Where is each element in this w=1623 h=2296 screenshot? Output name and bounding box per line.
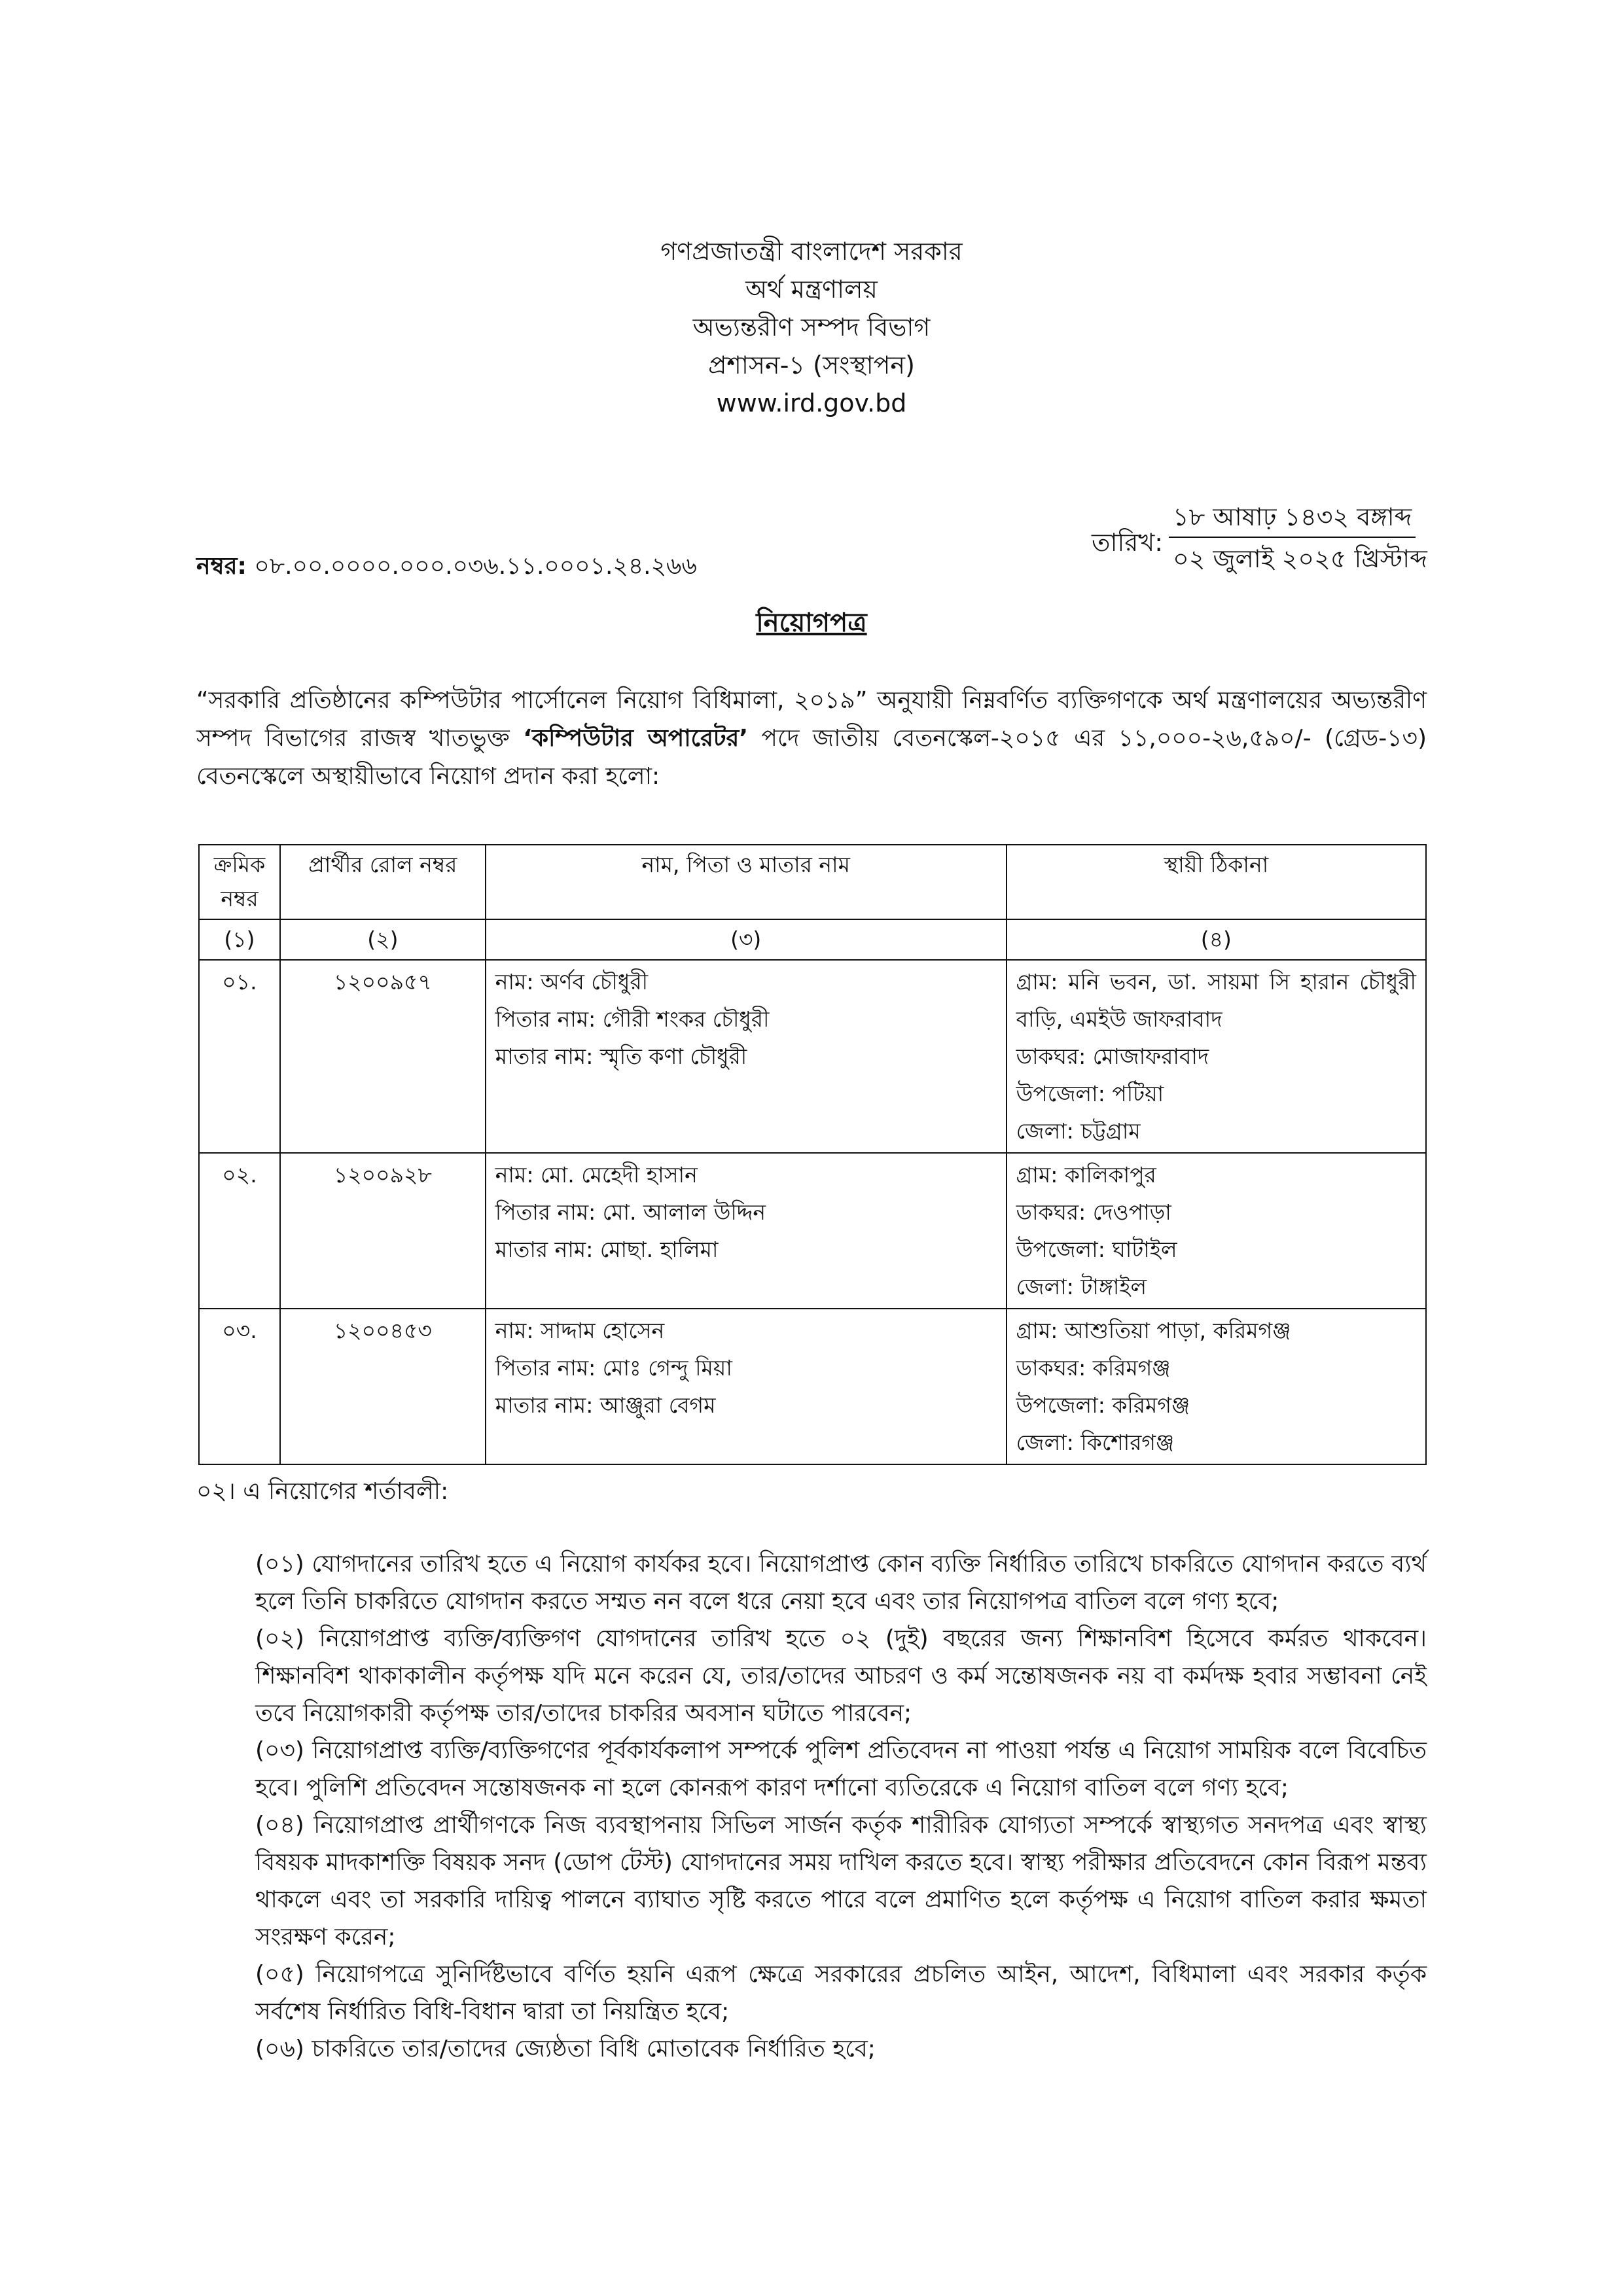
condition-item: (০১) যোগদানের তারিখ হতে এ নিয়োগ কার্যকর হবে। নিয়োগপ্রাপ্ত কোন ব্যক্তি নির্ধারিত তারিখে চাকরিতে যোগদান করতে ব্যর্থ হলে তিনি চাকরিতে যোগদান করতে সম্মত নন বলে ধরে নেয়া হবে এবং তার নিয়োগপত্র বাতিল বলে গণ্য হবে; — [255, 1551, 1427, 1615]
row-names — [486, 1153, 1007, 1309]
table-row — [199, 960, 1426, 1153]
section-name: প্রশাসন-১ (সংস্থাপন) — [708, 351, 915, 380]
memo-number — [196, 548, 697, 588]
row-address — [1007, 1309, 1426, 1464]
header-roll: প্রার্থীর রোল নম্বর — [280, 845, 486, 919]
row-names — [486, 960, 1007, 1153]
row-serial: ০১. — [199, 960, 280, 1153]
colnum-3: (৩) — [486, 919, 1007, 960]
address-post: ডাকঘর: মোজাফরাবাদ — [1016, 1044, 1209, 1069]
condition-item: (০২) নিয়োগপ্রাপ্ত ব্যক্তি/ব্যক্তিগণ যোগদানের তারিখ হতে ০২ (দুই) বছরের জন্য শিক্ষানবিশ হিসেবে কর্মরত থাকবেন। শিক্ষানবিশ থাকাকালীন কর্তৃপক্ষ যদি মনে করেন যে, তার/তাদের আচরণ ও কর্ম সন্তোষজনক নয় বা কর্মদক্ষ হবার সম্ভাবনা নেই তবে নিয়োগকারী কর্তৃপক্ষ তার/তাদের চাকরির অবসান ঘটাতে পারবেন; — [255, 1625, 1427, 1727]
document-title: নিয়োগপত্র — [756, 608, 867, 638]
row-roll: ১২০০৯৫৭ — [280, 960, 486, 1153]
colnum-4: (৪) — [1007, 919, 1426, 960]
address-post: ডাকঘর: দেওপাড়া — [1016, 1199, 1171, 1225]
intro-paragraph — [196, 682, 1427, 796]
post-name: ‘কম্পিউটার অপারেটর’ — [523, 725, 749, 752]
letterhead — [0, 232, 1623, 422]
person-name: নাম: মো. মেহেদী হাসান — [495, 1162, 698, 1188]
memo-label: নম্বর: — [196, 553, 247, 580]
address-upazila: উপজেলা: করিমগঞ্জ — [1016, 1392, 1190, 1418]
website-link[interactable]: www.ird.gov.bd — [716, 389, 907, 417]
row-address — [1007, 960, 1426, 1153]
date-bangla: ১৮ আষাঢ় ১৪৩২ বঙ্গাব্দ — [1169, 499, 1416, 538]
row-serial: ০৩. — [199, 1309, 280, 1464]
conditions-list — [255, 1545, 1427, 2068]
mother-name: মাতার নাম: মোছা. হালিমা — [495, 1237, 719, 1262]
father-name: পিতার নাম: গৌরী শংকর চৌধুরী — [495, 1006, 770, 1032]
mother-name: মাতার নাম: আঞ্জুরা বেগম — [495, 1392, 716, 1418]
row-roll: ১২০০৪৫৩ — [280, 1309, 486, 1464]
address-village: গ্রাম: মনি ভবন, ডা. সায়মা সি হারান চৌধুরী বাড়ি, এমইউ জাফরাবাদ — [1016, 969, 1416, 1032]
row-names — [486, 1309, 1007, 1464]
conditions-heading: ০২। এ নিয়োগের শর্তাবলী: — [196, 1478, 449, 1505]
mother-name: মাতার নাম: স্মৃতি কণা চৌধুরী — [495, 1044, 747, 1069]
address-village: গ্রাম: কালিকাপুর — [1016, 1162, 1156, 1188]
address-post: ডাকঘর: করিমগঞ্জ — [1016, 1355, 1171, 1381]
intro-part1: “সরকারি প্রতিষ্ঠানের কম্পিউটার পার্সোনেল নিয়োগ বিধিমালা, ২০১৯” অনুযায়ী নিম্নবর্ণিত ব্যক্তিগণকে অর্থ মন্ত্রণালয়ের অভ্যন্তরীণ সম্পদ বিভাগের রাজস্ব খাতভুক্ত — [196, 687, 1427, 752]
header-address: স্থায়ী ঠিকানা — [1007, 845, 1426, 919]
memo-value: ০৮.০০.০০০০.০০০.০৩৬.১১.০০০১.২৪.২৬৬ — [254, 553, 697, 580]
condition-item: (০৫) নিয়োগপত্রে সুনির্দিষ্টভাবে বর্ণিত হয়নি এরূপ ক্ষেত্রে সরকারের প্রচলিত আইন, আদেশ, বিধিমালা এবং সরকার কর্তৃক সর্বশেষ নির্ধারিত বিধি-বিধান দ্বারা তা নিয়ন্ত্রিত হবে; — [255, 1961, 1427, 2025]
table-header-row — [199, 845, 1426, 919]
person-name: নাম: সাদ্দাম হোসেন — [495, 1318, 665, 1343]
appointee-table — [198, 844, 1427, 1465]
header-names: নাম, পিতা ও মাতার নাম — [486, 845, 1007, 919]
condition-item: (০৩) নিয়োগপ্রাপ্ত ব্যক্তি/ব্যক্তিগণের পূর্বকার্যকলাপ সম্পর্কে পুলিশ প্রতিবেদন না পাওয়া পর্যন্ত এ নিয়োগ সাময়িক বলে বিবেচিত হবে। পুলিশি প্রতিবেদন সন্তোষজনক না হলে কোনরূপ কারণ দর্শানো ব্যতিরেকে এ নিয়োগ বাতিল বলে গণ্য হবে; — [255, 1737, 1427, 1801]
colnum-2: (২) — [280, 919, 486, 960]
table-row — [199, 1153, 1426, 1309]
row-roll: ১২০০৯২৮ — [280, 1153, 486, 1309]
address-upazila: উপজেলা: পটিয়া — [1016, 1081, 1164, 1106]
colnum-1: (১) — [199, 919, 280, 960]
date-block — [1169, 499, 1431, 577]
father-name: পিতার নাম: মোঃ গেন্দু মিয়া — [495, 1355, 732, 1381]
date-label: তারিখ: — [1092, 528, 1164, 557]
row-address — [1007, 1153, 1426, 1309]
address-village: গ্রাম: আশুতিয়া পাড়া, করিমগঞ্জ — [1016, 1318, 1291, 1343]
condition-item: (০৪) নিয়োগপ্রাপ্ত প্রার্থীগণকে নিজ ব্যবস্থাপনায় সিভিল সার্জন কর্তৃক শারীরিক যোগ্যতা সম্পর্কে স্বাস্থ্যগত সনদপত্র এবং স্বাস্থ্য বিষয়ক মাদকাশক্তি বিষয়ক সনদ (ডোপ টেস্ট) যোগদানের সময় দাখিল করতে হবে। স্বাস্থ্য পরীক্ষার প্রতিবেদনে কোন বিরূপ মন্তব্য থাকলে এবং তা সরকারি দায়িত্ব পালনে ব্যাঘাত সৃষ্টি করতে পারে বলে প্রমাণিত হলে কর্তৃপক্ষ এ নিয়োগ বাতিল করার ক্ষমতা সংরক্ষণ করেন; — [255, 1812, 1427, 1951]
condition-item: (০৬) চাকরিতে তার/তাদের জ্যেষ্ঠতা বিধি মোতাবেক নির্ধারিত হবে; — [255, 2036, 876, 2062]
address-district: জেলা: টাঙ্গাইল — [1016, 1274, 1147, 1299]
address-district: জেলা: চট্টগ্রাম — [1016, 1118, 1141, 1144]
govt-name: গণপ্রজাতন্ত্রী বাংলাদেশ সরকার — [660, 237, 963, 266]
date-gregorian: ০২ জুলাই ২০২৫ খ্রিস্টাব্দ — [1173, 544, 1427, 573]
address-upazila: উপজেলা: ঘাটাইল — [1016, 1237, 1177, 1262]
ministry-name: অর্থ মন্ত্রণালয় — [745, 275, 878, 304]
division-name: অভ্যন্তরীণ সম্পদ বিভাগ — [692, 313, 931, 342]
person-name: নাম: অর্ণব চৌধুরী — [495, 969, 649, 995]
header-serial: ক্রমিক নম্বর — [199, 845, 280, 919]
address-district: জেলা: কিশোরগঞ্জ — [1016, 1430, 1175, 1455]
table-colnum-row — [199, 919, 1426, 960]
table-row — [199, 1309, 1426, 1464]
row-serial: ০২. — [199, 1153, 280, 1309]
father-name: পিতার নাম: মো. আলাল উদ্দিন — [495, 1199, 766, 1225]
intro-part2: পদে জাতীয় বেতনস্কেল-২০১৫ এর ১১,০০০-২৬,৫৯০/- (গ্রেড-১৩) বেতনস্কেলে অস্থায়ীভাবে নিয়োগ প্রদান করা হলো: — [196, 725, 1427, 790]
